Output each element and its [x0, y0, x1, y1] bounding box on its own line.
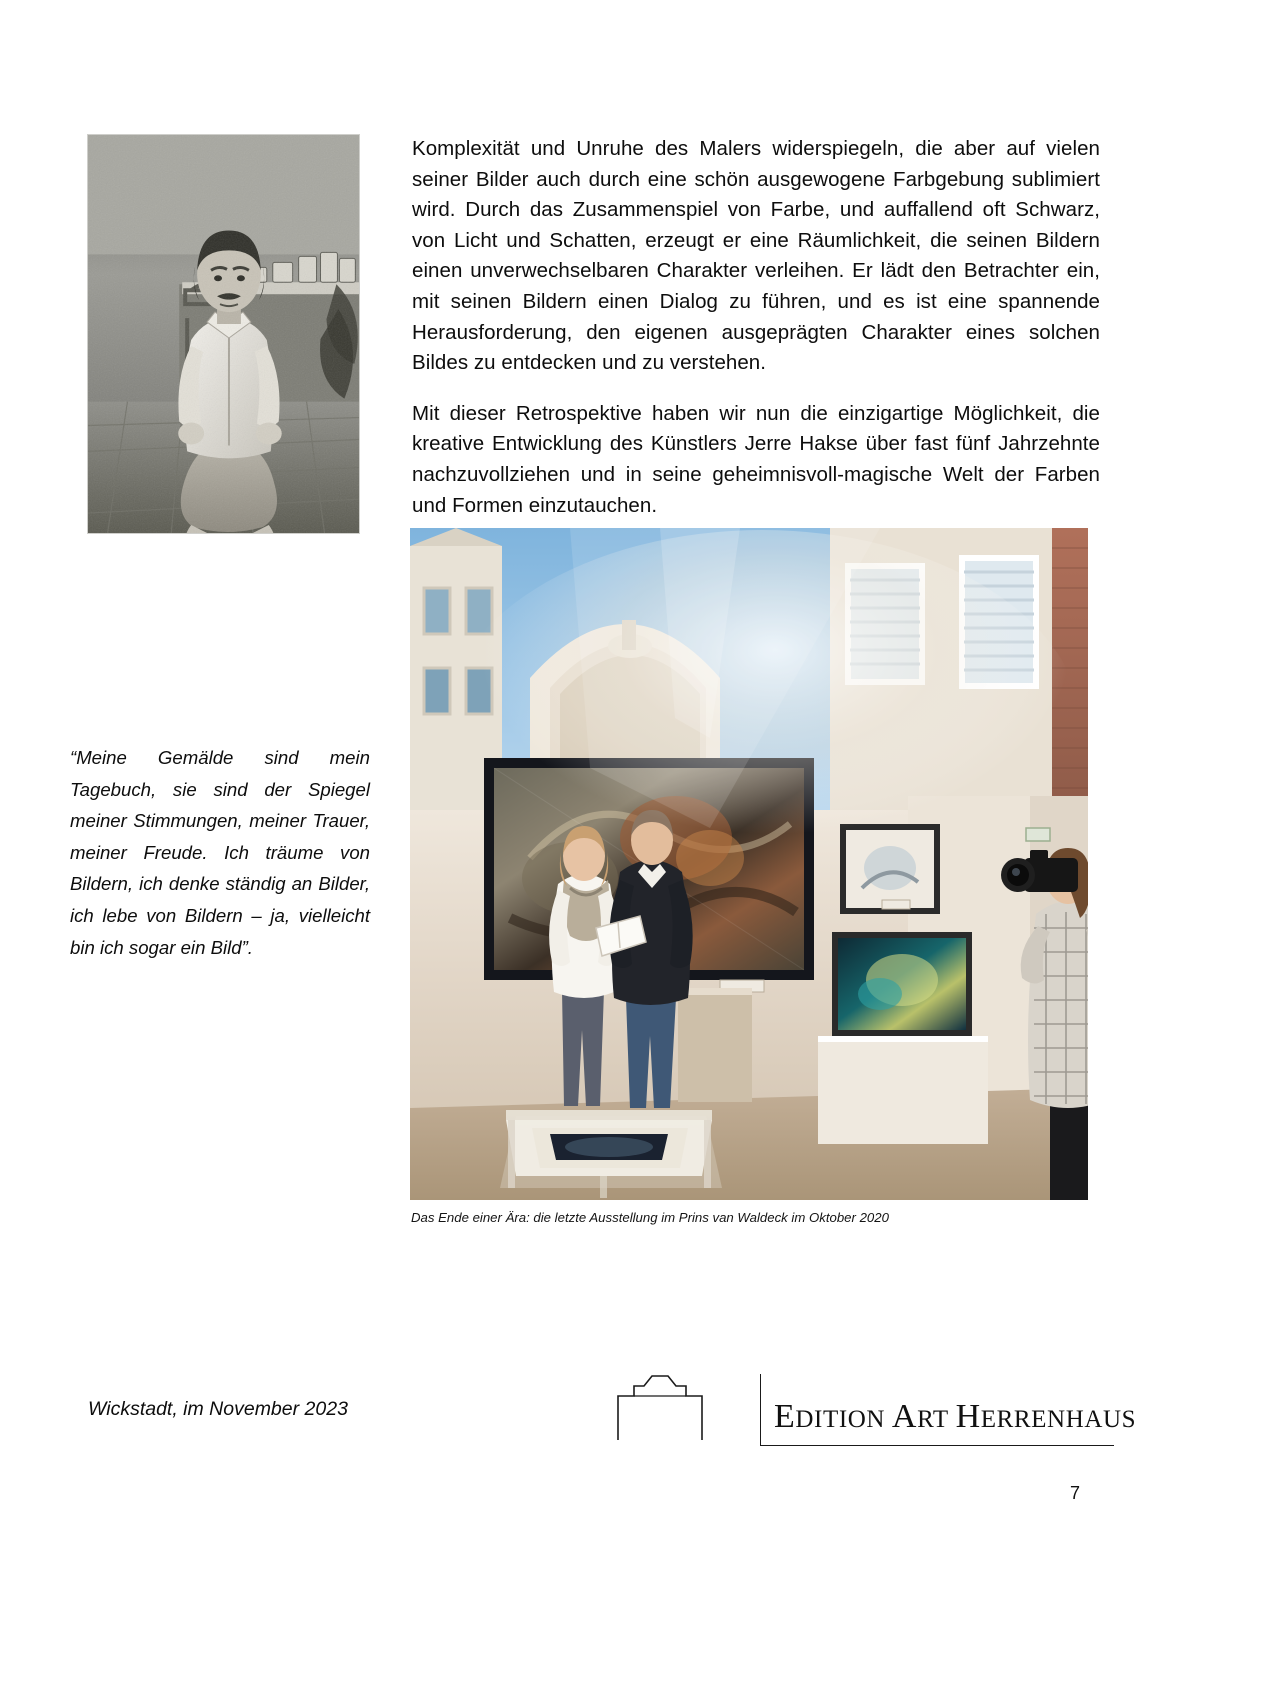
- footer-place-date: Wickstadt, im November 2023: [88, 1398, 348, 1420]
- publisher-logo: [614, 1370, 1137, 1450]
- artist-portrait-photo: [87, 134, 360, 534]
- logo-horizontal-rule: [760, 1445, 1114, 1446]
- page-number: 7: [1070, 1483, 1081, 1503]
- logo-vertical-rule: [760, 1374, 761, 1446]
- herrenhaus-rest: ERRENHAUS: [980, 1406, 1137, 1433]
- body-text-column: [412, 134, 1100, 521]
- edition-initial: E: [774, 1398, 796, 1435]
- figure-caption: Das Ende einer Ära: die letzte Ausstellung im Prins van Waldeck im Oktober 2020: [411, 1210, 889, 1225]
- publisher-name: [774, 1398, 1136, 1436]
- art-rest: RT: [917, 1406, 949, 1433]
- art-initial: A: [891, 1398, 918, 1435]
- body-paragraph-1: Komplexität und Unruhe des Malers widerspiegeln, die aber auf vielen seiner Bilder auch durch eine schön ausgewogene Farbgebung sublimiert wird. Durch das Zusammenspiel von Farbe, und auffallend oft Schwarz, von Licht und Schatten, erzeugt er eine Räumlichkeit, die seinen Bildern einen unverwechselbaren Charakter verleihen. Er lädt den Betrachter ein, mit seinen Bildern einen Dialog zu führen, und es ist eine spannende Herausforderung, den eigenen ausgeprägten Charakter eines solchen Bildes zu entdecken und zu verstehen.: [412, 137, 1100, 375]
- herrenhaus-house-icon: [614, 1370, 746, 1442]
- edition-rest: DITION: [795, 1406, 886, 1433]
- herrenhaus-initial: H: [955, 1398, 981, 1435]
- exhibition-photo: [410, 528, 1088, 1200]
- body-paragraph-2: Mit dieser Retrospektive haben wir nun die einzigartige Möglichkeit, die kreative Entwicklung des Künstlers Jerre Hakse über fast fünf Jahrzehnte nachzuvollziehen und in seine geheimnisvoll-magische Welt der Farben und Formen einzutauchen.: [412, 401, 1100, 517]
- pull-quote: “Meine Gemälde sind mein Tagebuch, sie sind der Spiegel meiner Stimmungen, meiner Trauer, meiner Freude. Ich träume von Bildern, ich denke ständig an Bilder, ich lebe von Bildern – ja, vielleicht bin ich sogar ein Bild”.: [70, 747, 370, 958]
